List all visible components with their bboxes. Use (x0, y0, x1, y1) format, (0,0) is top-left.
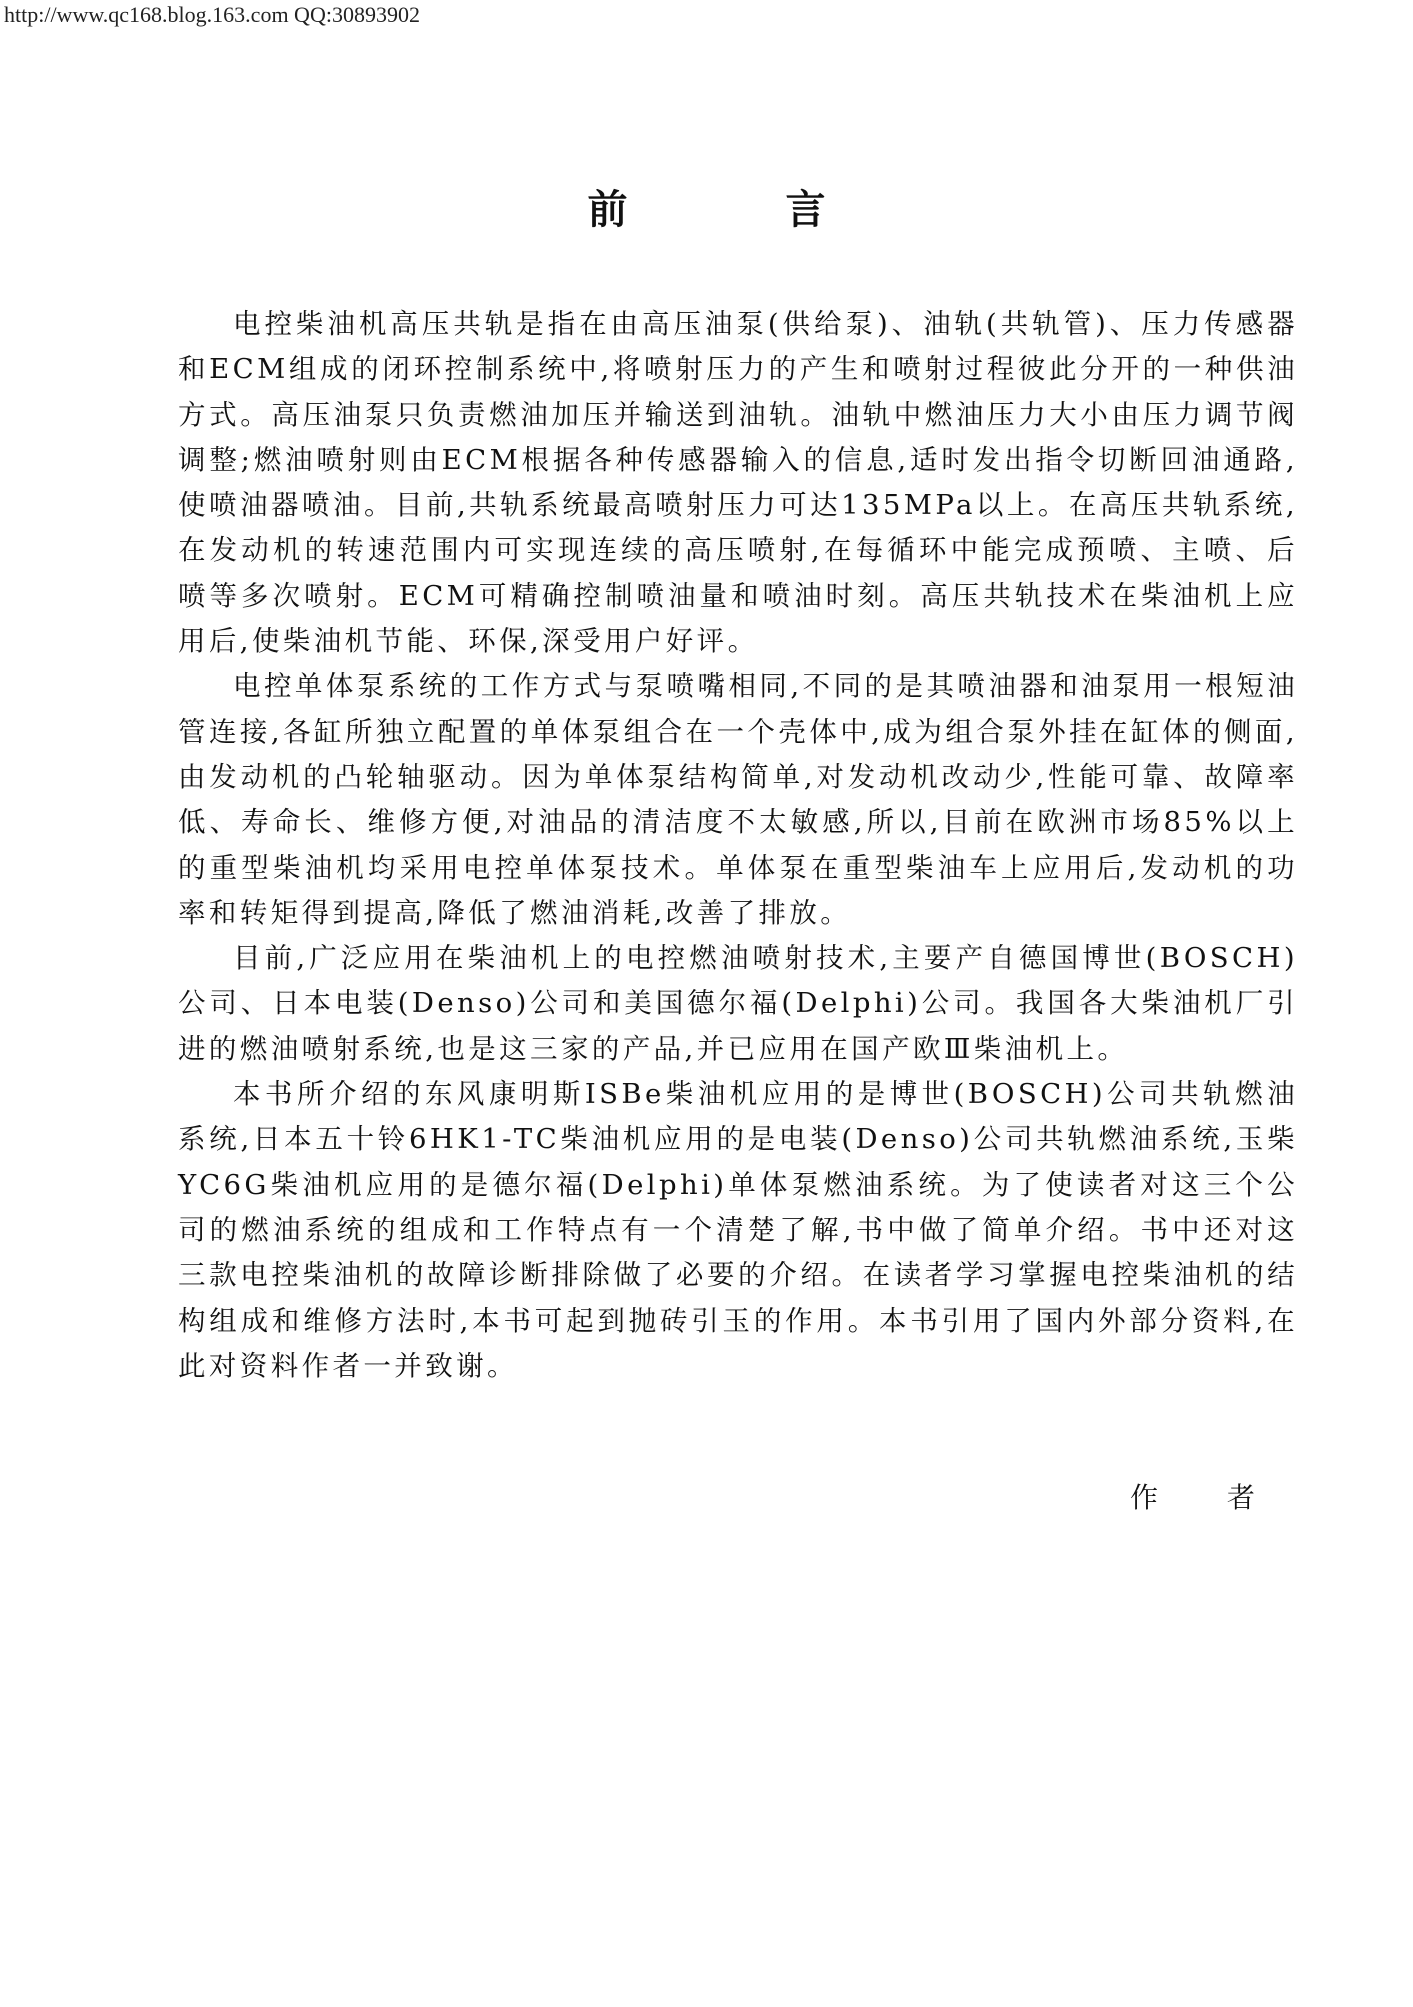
paragraph: 目前,广泛应用在柴油机上的电控燃油喷射技术,主要产自德国博世(BOSCH)公司、日本电装(Denso)公司和美国德尔福(Delphi)公司。我国各大柴油机厂引进的燃油喷射系统,也是这三家的产品,并已应用在国产欧Ⅲ柴油机上。 (178, 942, 1298, 1065)
paragraph: 电控单体泵系统的工作方式与泵喷嘴相同,不同的是其喷油器和油泵用一根短油管连接,各缸所独立配置的单体泵组合在一个壳体中,成为组合泵外挂在缸体的侧面,由发动机的凸轮轴驱动。因为单体泵结构简单,对发动机改动少,性能可靠、故障率低、寿命长、维修方便,对油品的清洁度不太敏感,所以,目前在欧洲市场85%以上的重型柴油机均采用电控单体泵技术。单体泵在重型柴油车上应用后,发动机的功率和转矩得到提高,降低了燃油消耗,改善了排放。 (178, 670, 1298, 929)
paragraph: 本书所介绍的东风康明斯ISBe柴油机应用的是博世(BOSCH)公司共轨燃油系统,日本五十铃6HK1-TC柴油机应用的是电装(Denso)公司共轨燃油系统,玉柴YC6G柴油机应用的是德尔福(Delphi)单体泵燃油系统。为了使读者对这三个公司的燃油系统的组成和工作特点有一个清楚了解,书中做了简单介绍。书中还对这三款电控柴油机的故障诊断排除做了必要的介绍。在读者学习掌握电控柴油机的结构组成和维修方法时,本书可起到抛砖引玉的作用。本书引用了国内外部分资料,在此对资料作者一并致谢。 (178, 1078, 1298, 1382)
header-watermark: http://www.qc168.blog.163.com QQ:30893902 (4, 2, 420, 27)
author-signature: 作 者 (1130, 1481, 1285, 1514)
preface-body (178, 302, 1298, 1389)
paragraph: 电控柴油机高压共轨是指在由高压油泵(供给泵)、油轨(共轨管)、压力传感器和ECM组成的闭环控制系统中,将喷射压力的产生和喷射过程彼此分开的一种供油方式。高压油泵只负责燃油加压并输送到油轨。油轨中燃油压力大小由压力调节阀调整;燃油喷射则由ECM根据各种传感器输入的信息,适时发出指令切断回油通路,使喷油器喷油。目前,共轨系统最高喷射压力可达135MPa以上。在高压共轨系统,在发动机的转速范围内可实现连续的高压喷射,在每循环中能完成预喷、主喷、后喷等多次喷射。ECM可精确控制喷油量和喷油时刻。高压共轨技术在柴油机上应用后,使柴油机节能、环保,深受用户好评。 (178, 308, 1298, 658)
page-title: 前 言 (587, 187, 898, 233)
